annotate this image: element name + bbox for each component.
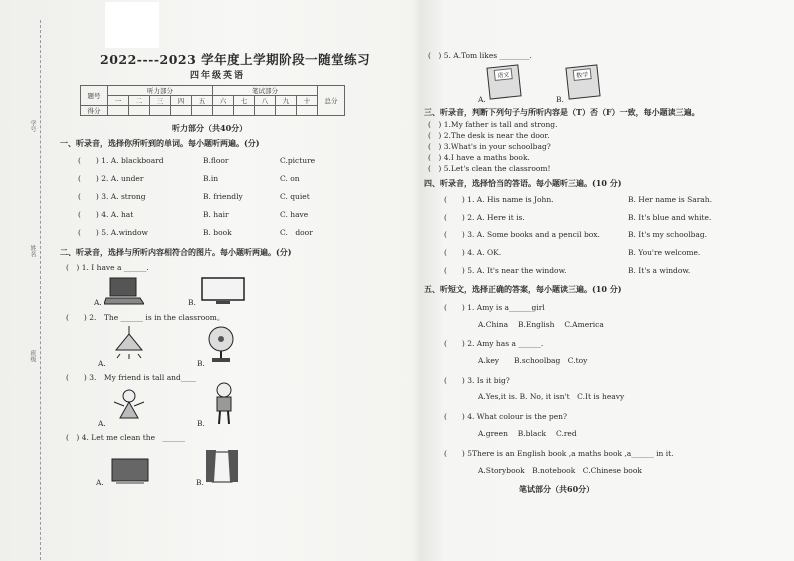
s2-q4-a: A.: [96, 478, 104, 487]
score-cell[interactable]: [276, 106, 297, 116]
score-col-7: 七: [234, 96, 255, 106]
score-col-1: 一: [108, 96, 129, 106]
redaction-box: [105, 2, 159, 48]
score-col-5: 五: [192, 96, 213, 106]
s1-q3-b: B. friendly: [203, 192, 243, 201]
section5-heading: 五、听短文，选择正确的答案，每小题读三遍。(10 分): [424, 284, 622, 294]
s5-q3-opts: A.Yes,it is. B. No, it isn't C.It is heavy: [478, 392, 625, 401]
s2-q1-b: B.: [188, 298, 196, 307]
s1-q1-b: B.floor: [203, 156, 229, 165]
listening-section-title: 听力部分（共40分）: [172, 123, 248, 133]
score-col-8: 八: [255, 96, 276, 106]
s4-q3-a: ( ) 3. A. Some books and a pencil box.: [444, 230, 600, 239]
score-cell[interactable]: [171, 106, 192, 116]
binding-margin-line: [40, 20, 41, 560]
s4-q2-b: B. It's blue and white.: [628, 213, 712, 222]
s2-q5: ( ) 5. A.Tom likes ________.: [428, 51, 532, 60]
window-curtain-icon: [204, 448, 240, 486]
score-table-total: 总分: [318, 86, 345, 116]
light-lamp-icon: [112, 326, 146, 360]
s5-q2: ( ) 2. Amy has a ______.: [444, 339, 544, 348]
s2-q4-b: B.: [196, 478, 204, 487]
score-table: [80, 85, 345, 116]
s5-q5: ( ) 5There is an English book ,a maths book ,a______ in it.: [444, 449, 674, 458]
s3-q2: ( ) 2.The desk is near the door.: [428, 131, 550, 140]
chinese-book-label: 语文: [494, 68, 513, 81]
s5-q2-opts: A.key B.schoolbag C.toy: [478, 356, 588, 365]
s4-q5-a: ( ) 5. A. It's near the window.: [444, 266, 567, 275]
maths-book-label: 数学: [573, 68, 592, 81]
s1-q4: ( ) 4. A. hat: [78, 210, 134, 219]
score-cell[interactable]: [129, 106, 150, 116]
margin-label-name: 姓名: [29, 245, 36, 257]
exam-title: 2022----2023 学年度上学期阶段一随堂练习: [100, 52, 371, 67]
score-col-4: 四: [171, 96, 192, 106]
s3-q4: ( ) 4.I have a maths book.: [428, 153, 530, 162]
s2-q3-b: B.: [197, 419, 205, 428]
s2-q4: ( ) 4. Let me clean the ______: [66, 433, 186, 442]
score-col-2: 二: [129, 96, 150, 106]
score-col-6: 六: [213, 96, 234, 106]
score-cell[interactable]: [255, 106, 276, 116]
s2-q3-a: A.: [98, 419, 106, 428]
s5-q3: ( ) 3. Is it big?: [444, 376, 510, 385]
girl-figure-icon: [112, 388, 146, 424]
s5-q4-opts: A.green B.black C.red: [478, 429, 577, 438]
tv-monitor-icon: [200, 276, 246, 306]
score-table-written: 笔试部分: [213, 86, 318, 96]
s1-q1: ( ) 1. A. blackboard: [78, 156, 164, 165]
boy-figure-icon: [210, 382, 238, 426]
s1-q4-b: B. hair: [203, 210, 229, 219]
s1-q3-c: C. quiet: [280, 192, 310, 201]
s4-q4-b: B. You're welcome.: [628, 248, 701, 257]
laptop-icon: [104, 276, 144, 306]
s4-q4-a: ( ) 4. A. OK.: [444, 248, 502, 257]
s5-q1: ( ) 1. Amy is a______girl: [444, 303, 545, 312]
exam-subtitle: 四年级英语: [190, 71, 246, 81]
s4-q2-a: ( ) 2. A. Here it is.: [444, 213, 525, 222]
s1-q1-c: C.picture: [280, 156, 316, 165]
score-col-10: 十: [297, 96, 318, 106]
section2-heading: 二、听录音，选择与所听内容相符合的图片。每小题听两遍。(分): [60, 247, 292, 257]
s4-q1-b: B. Her name is Sarah.: [628, 195, 712, 204]
s1-q4-c: C. have: [280, 210, 309, 219]
margin-label-class: 班级: [29, 350, 36, 362]
score-col-3: 三: [150, 96, 171, 106]
s4-q1-a: ( ) 1. A. His name is John.: [444, 195, 554, 204]
score-row-label: 得分: [81, 106, 108, 116]
s3-q5: ( ) 5.Let's clean the classroom!: [428, 164, 551, 173]
s2-q2-b: B.: [197, 359, 205, 368]
s2-q2-a: A.: [98, 359, 106, 368]
score-cell[interactable]: [213, 106, 234, 116]
score-col-9: 九: [276, 96, 297, 106]
score-table-listening: 听力部分: [108, 86, 213, 96]
score-table-header-number: 题号: [81, 86, 108, 106]
s2-q1-a: A.: [94, 298, 102, 307]
s5-q1-opts: A.China B.English C.America: [478, 320, 604, 329]
section4-heading: 四、听录音，选择恰当的答语。每小题听三遍。(10 分): [424, 178, 622, 188]
s3-q1: ( ) 1.My father is tall and strong.: [428, 120, 558, 129]
s4-q5-b: B. It's a window.: [628, 266, 691, 275]
section3-heading: 三、听录音，判断下列句子与所听内容是（T）否（F）一致，每小题读三遍。: [424, 107, 700, 117]
score-cell[interactable]: [108, 106, 129, 116]
s2-q2: ( ) 2. The ______ is in the classroom。: [66, 313, 225, 322]
s3-q3: ( ) 3.What's in your schoolbag?: [428, 142, 551, 151]
score-cell[interactable]: [297, 106, 318, 116]
s2-q3: ( ) 3. My friend is tall and____: [66, 373, 196, 382]
section1-heading: 一、听录音，选择你所听到的单词。每小题听两遍。(分): [60, 138, 260, 148]
score-cell[interactable]: [192, 106, 213, 116]
margin-label-student-number: 学号: [29, 120, 36, 132]
s1-q2-b: B.in: [203, 174, 219, 183]
s1-q2: ( ) 2. A. under: [78, 174, 144, 183]
s5-q4: ( ) 4. What colour is the pen?: [444, 412, 568, 421]
s1-q2-c: C. on: [280, 174, 300, 183]
s1-q5-c: C. door: [280, 228, 313, 237]
score-cell[interactable]: [150, 106, 171, 116]
written-section-title: 笔试部分（共60分）: [519, 484, 595, 494]
s2-q5-a: A.: [478, 95, 486, 104]
s4-q3-b: B. It's my schoolbag.: [628, 230, 708, 239]
s2-q1: ( ) 1. I have a ______.: [66, 263, 149, 272]
s5-q5-opts: A.Storybook B.notebook C.Chinese book: [478, 466, 642, 475]
maths-book-icon: [565, 64, 600, 99]
blackboard-icon: [110, 455, 150, 487]
s2-q5-b: B.: [556, 95, 564, 104]
electric-fan-icon: [206, 325, 236, 363]
s1-q3: ( ) 3. A. strong: [78, 192, 146, 201]
s1-q5-b: B. book: [203, 228, 232, 237]
chinese-book-icon: [486, 64, 521, 99]
score-cell[interactable]: [234, 106, 255, 116]
s1-q5: ( ) 5. A.window: [78, 228, 148, 237]
